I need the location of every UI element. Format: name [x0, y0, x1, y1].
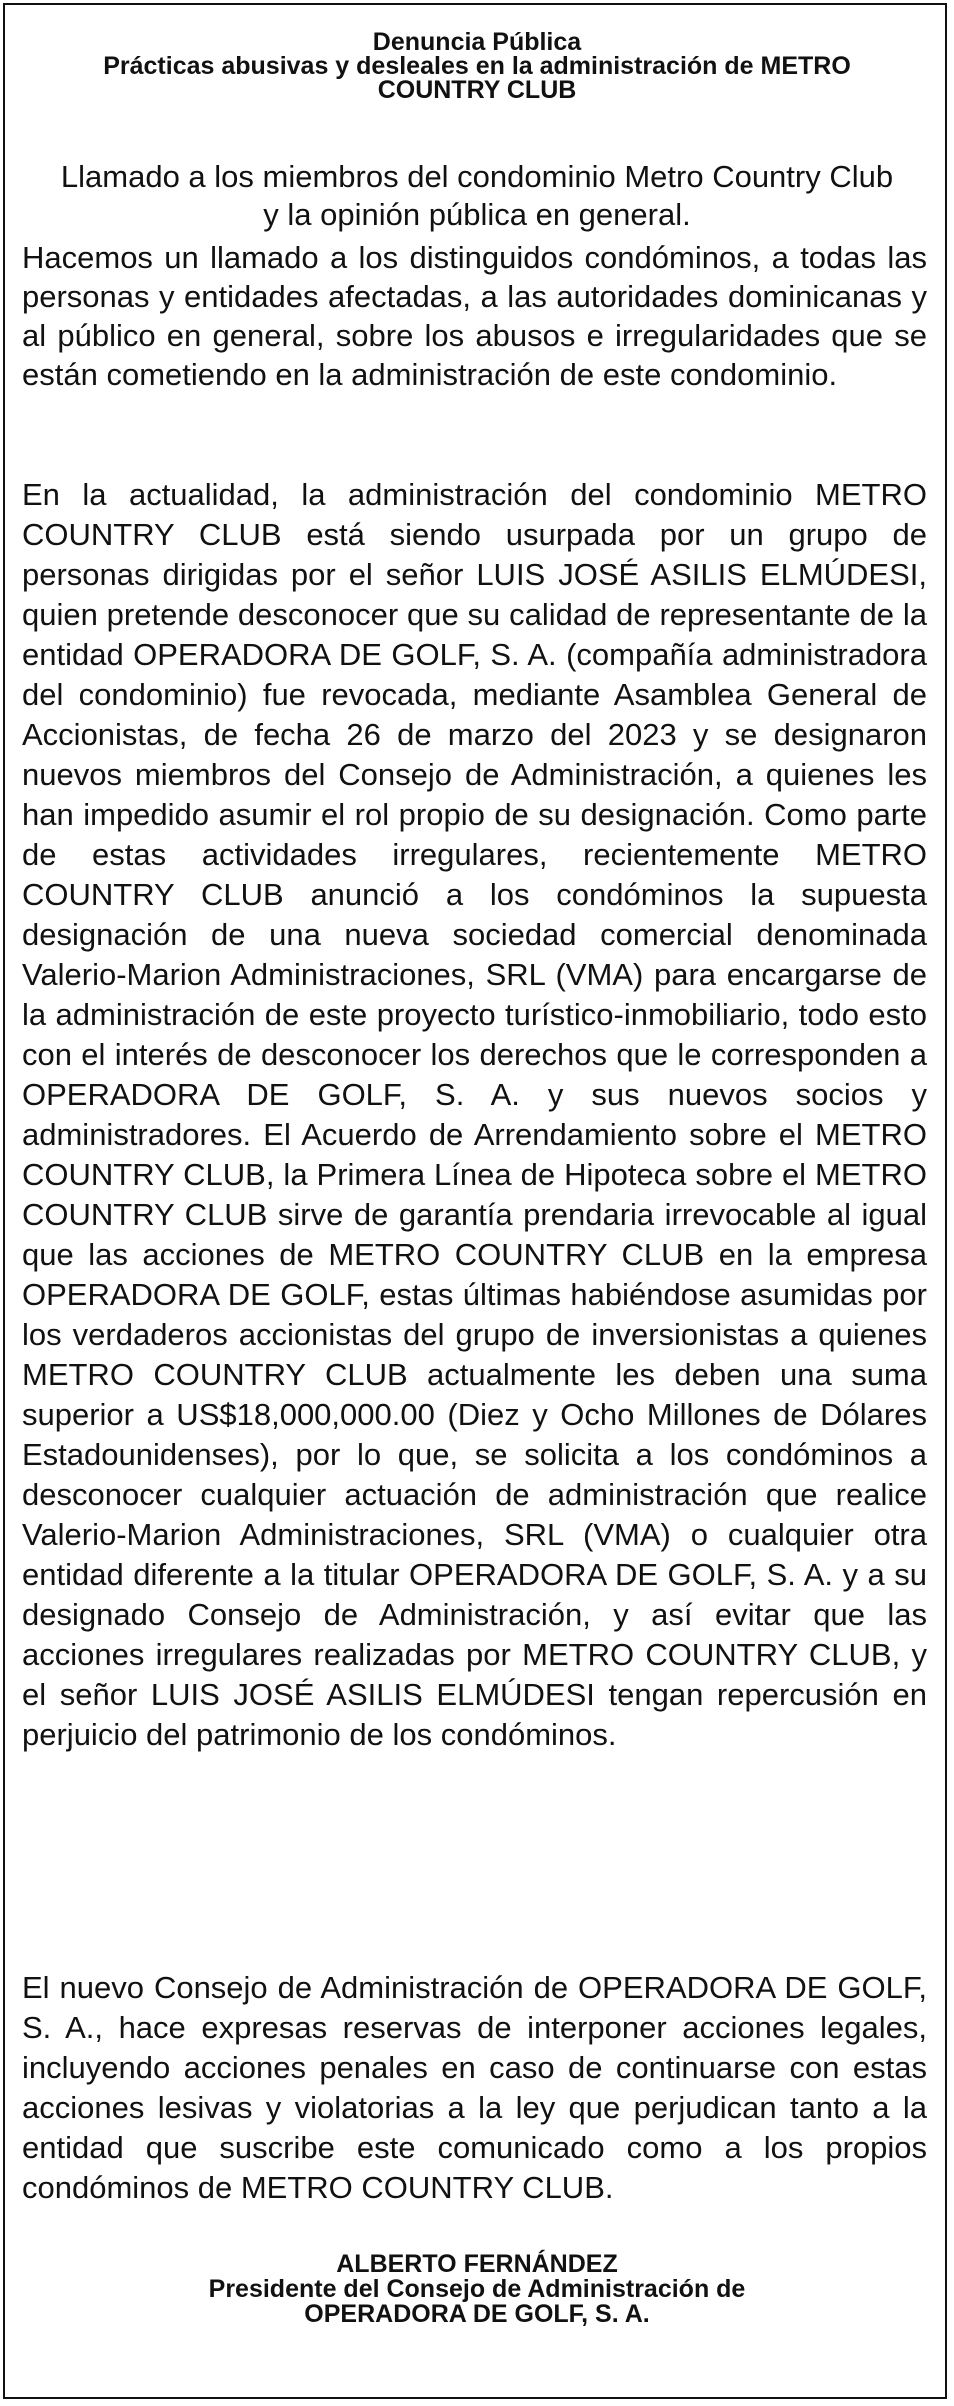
notice-title-line-1: Prácticas abusivas y desleales en la administración de METRO	[103, 52, 851, 80]
paragraph-call-to-action: Hacemos un llamado a los distinguidos condóminos, a todas las personas y entidades afectadas, a las autoridades dominicanas y al público en general, sobre los abusos e irregularidades que se están cometiendo en la administración de este condominio.	[22, 240, 927, 392]
intro-line-2: y la opinión pública en general.	[263, 197, 691, 232]
signatory-name: ALBERTO FERNÁNDEZ	[336, 2250, 618, 2278]
paragraph-complaint-details: En la actualidad, la administración del condominio METRO COUNTRY CLUB está siendo usurpada por un grupo de personas dirigidas por el señor LUIS JOSÉ ASILIS ELMÚDESI, quien pretende desconocer que su calidad de representante de la entidad OPERADORA DE GOLF, S. A. (compañía administradora del condominio) fue revocada, mediante Asamblea General de Accionistas, de fecha 26 de marzo del 2023 y se designaron nuevos miembros del Consejo de Administración, a quienes les han impedido asumir el rol propio de su designación. Como parte de estas actividades irregulares, recientemente METRO COUNTRY CLUB anunció a los condóminos la supuesta designación de una nueva sociedad comercial denominada Valerio-Marion Administraciones, SRL (VMA) para encargarse de la administración de este proyecto turístico-inmobiliario, todo esto con el interés de desconocer los derechos que le corresponden a OPERADORA DE GOLF, S. A. y sus nuevos socios y administradores. El Acuerdo de Arrendamiento sobre el METRO COUNTRY CLUB, la Primera Línea de Hipoteca sobre el METRO COUNTRY CLUB sirve de garantía prendaria irrevocable al igual que las acciones de METRO COUNTRY CLUB en la empresa OPERADORA DE GOLF, estas últimas habiéndose asumidas por los verdaderos accionistas del grupo de inversionistas a quienes METRO COUNTRY CLUB actualmente les deben una suma superior a US$18,000,000.00 (Diez y Ocho Millones de Dólares Estadounidenses), por lo que, se solicita a los condóminos a desconocer cualquier actuación de administración que realice Valerio-Marion Administraciones, SRL (VMA) o cualquier otra entidad diferente a la titular OPERADORA DE GOLF, S. A. y a su designado Consejo de Administración, y así evitar que las acciones irregulares realizadas por METRO COUNTRY CLUB, y el señor LUIS JOSÉ ASILIS ELMÚDESI tengan repercusión en perjuicio del patrimonio de los condóminos.	[22, 477, 927, 1752]
notice-kicker: Denuncia Pública	[372, 28, 582, 56]
signatory-organization: OPERADORA DE GOLF, S. A.	[304, 2300, 650, 2328]
intro-line-1: Llamado a los miembros del condominio Metro Country Club	[60, 159, 894, 194]
intro-callout	[22, 158, 932, 234]
notice-title-line-2: COUNTRY CLUB	[377, 76, 577, 104]
signatory-role: Presidente del Consejo de Administración de	[208, 2275, 746, 2303]
paragraph-legal-reservation: El nuevo Consejo de Administración de OPERADORA DE GOLF, S. A., hace expresas reservas de interponer acciones legales, incluyendo acciones penales en caso de continuarse con estas acciones lesivas y violatorias a la ley que perjudican tanto a la entidad que suscribe este comunicado como a los propios condóminos de METRO COUNTRY CLUB.	[22, 1970, 927, 2205]
signature-block	[20, 2252, 934, 2327]
notice-header	[20, 30, 934, 102]
